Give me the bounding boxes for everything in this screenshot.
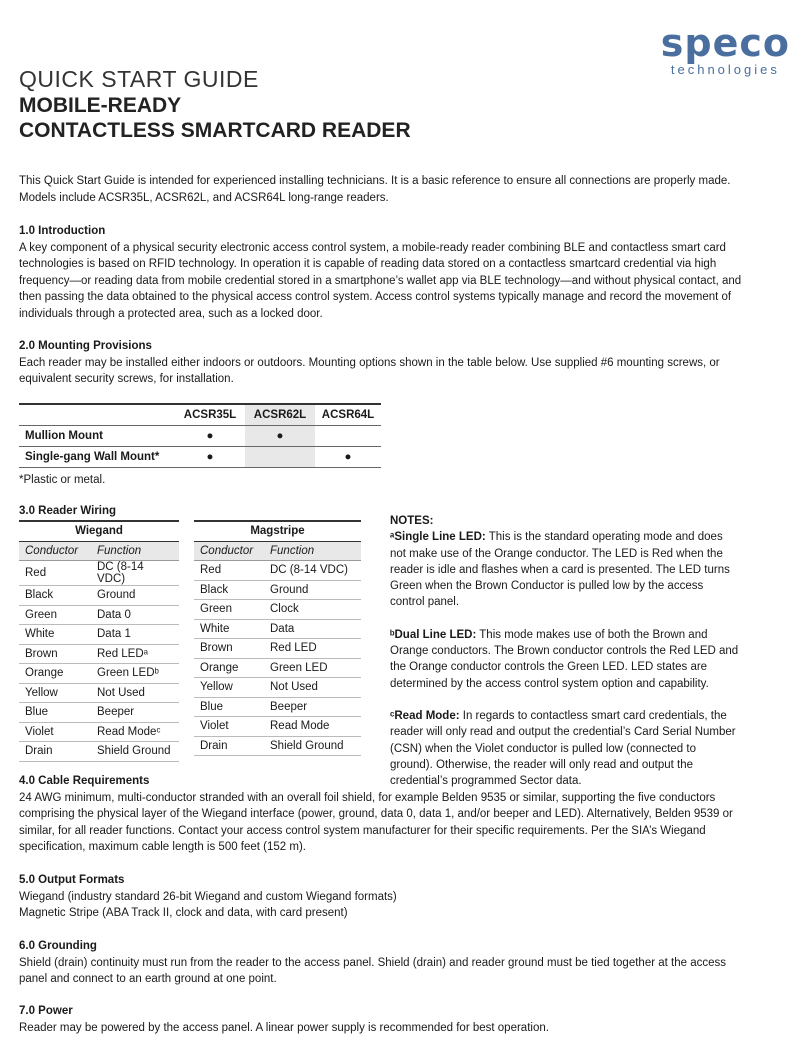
wiegand-table (19, 520, 179, 762)
section-output (19, 872, 749, 922)
magstripe-col-conductor: Conductor (194, 541, 264, 561)
output-heading: 5.0 Output Formats (19, 874, 125, 886)
mounting-row-label: Single-gang Wall Mount* (25, 451, 160, 463)
wiegand-row (19, 561, 179, 586)
magstripe-function-cell: Not Used (264, 678, 361, 698)
cable-heading: 4.0 Cable Requirements (19, 775, 150, 787)
mounting-col-acsr62l: ACSR62L (245, 404, 315, 426)
wiegand-title: Wiegand (19, 521, 179, 541)
note-a-body: This is the standard operating mode and does not make use of the Orange conductor. The LED is Red when the reader is idle and flashes when a card is presented. The LED turns Green when the Brown Conductor is pulled low by the access control panel. (390, 531, 730, 609)
wiegand-conductor-cell: Yellow (19, 683, 91, 703)
wiegand-conductor-cell: Black (19, 586, 91, 606)
wiegand-conductor-cell: Blue (19, 703, 91, 723)
section-grounding (19, 938, 749, 988)
title-line-3: CONTACTLESS SMARTCARD READER (19, 119, 411, 142)
mounting-body: Each reader may be installed either indoors or outdoors. Mounting options shown in the table below. Use supplied #6 mounting screws, or equivalent security screws, for installation. (19, 356, 720, 385)
mounting-cell: ● (206, 430, 214, 442)
note-b (390, 627, 740, 692)
magstripe-function-cell: Read Mode (264, 717, 361, 737)
magstripe-conductor-cell: Yellow (194, 678, 264, 698)
note-b-title: Dual Line LED: (394, 628, 477, 641)
magstripe-function-cell: Ground (264, 580, 361, 600)
wiegand-function-cell: Shield Ground (91, 742, 179, 762)
grounding-body: Shield (drain) continuity must run from the reader to the access panel. Shield (drain) and reader ground must be tied together at the access panel and connect to an earth ground at one point. (19, 956, 726, 985)
wiegand-function-cell: Beeper (91, 703, 179, 723)
wiegand-conductor-cell: White (19, 625, 91, 645)
magstripe-function-cell: Shield Ground (264, 736, 361, 756)
magstripe-conductor-cell: Drain (194, 736, 264, 756)
note-c-body: In regards to contactless smart card credentials, the reader will only read and output the credential’s Card Serial Number (CSN) when the Violet conductor is pulled low (connected to ground). Otherwise, the reader will only read and output the credential’s programmed Sector data. (390, 709, 736, 788)
magstripe-title: Magstripe (194, 521, 361, 541)
mounting-cell (315, 426, 381, 447)
magstripe-function-cell: DC (8-14 VDC) (264, 561, 361, 581)
mounting-col-acsr35l: ACSR35L (183, 409, 237, 421)
note-c-mark: ᶜ (390, 709, 395, 722)
wiegand-function-cell: Red LEDᵃ (91, 644, 179, 664)
mounting-col-acsr64l: ACSR64L (321, 409, 375, 421)
mounting-table (19, 403, 381, 468)
magstripe-conductor-cell: Violet (194, 717, 264, 737)
wiegand-function-cell: Ground (91, 586, 179, 606)
magstripe-row (194, 717, 361, 737)
mounting-footnote: *Plastic or metal. (19, 474, 106, 486)
wiegand-row (19, 664, 179, 684)
note-a-mark: ᵃ (390, 531, 395, 544)
wiegand-conductor-cell: Orange (19, 664, 91, 684)
wiegand-conductor-cell: Green (19, 605, 91, 625)
logo-wordmark: speco (660, 21, 790, 65)
note-a-title: Single Line LED: (394, 531, 486, 544)
magstripe-col-function: Function (264, 541, 361, 561)
logo-tagline: technologies (670, 62, 780, 77)
magstripe-function-cell: Beeper (264, 697, 361, 717)
wiegand-function-cell: Not Used (91, 683, 179, 703)
magstripe-row (194, 580, 361, 600)
wiring-heading: 3.0 Reader Wiring (19, 505, 117, 517)
note-a (390, 529, 740, 610)
magstripe-row (194, 639, 361, 659)
wiegand-function-cell: Data 0 (91, 605, 179, 625)
section-cable (19, 773, 749, 856)
magstripe-function-cell: Clock (264, 600, 361, 620)
magstripe-conductor-cell: Red (194, 561, 264, 581)
mounting-cell: ● (344, 451, 352, 463)
output-line-1: Wiegand (industry standard 26-bit Wiegand and custom Wiegand formats) (19, 890, 397, 903)
wiegand-col-function: Function (91, 541, 179, 561)
title-line-2: MOBILE-READY (19, 94, 182, 117)
magstripe-row (194, 736, 361, 756)
output-line-2: Magnetic Stripe (ABA Track II, clock and data, with card present) (19, 907, 348, 919)
magstripe-conductor-cell: Black (194, 580, 264, 600)
wiegand-row (19, 586, 179, 606)
power-body: Reader may be powered by the access panel. A linear power supply is recommended for best operation. (19, 1021, 549, 1034)
magstripe-conductor-cell: White (194, 619, 264, 639)
wiegand-conductor-cell: Violet (19, 722, 91, 742)
magstripe-conductor-cell: Blue (194, 697, 264, 717)
title-line-1: QUICK START GUIDE (19, 66, 259, 92)
magstripe-function-cell: Red LED (264, 639, 361, 659)
introduction-heading: 1.0 Introduction (19, 225, 106, 237)
power-heading: 7.0 Power (19, 1005, 73, 1017)
magstripe-conductor-cell: Brown (194, 639, 264, 659)
magstripe-function-cell: Green LED (264, 658, 361, 678)
wiegand-function-cell: Data 1 (91, 625, 179, 645)
magstripe-row (194, 678, 361, 698)
mounting-cell: ● (206, 451, 214, 463)
intro-line-1: This Quick Start Guide is intended for experienced installing technicians. It is a basic reference to ensure all connections are properly made. (19, 175, 731, 187)
section-power (19, 1003, 749, 1036)
note-b-body: This mode makes use of both the Brown and Orange conductors. The Brown conductor controls the Red LED and the Orange conductor controls the Green LED. LED states are determined by the access control system option and capability. (390, 628, 739, 690)
wiegand-function-cell: Green LEDᵇ (91, 664, 179, 684)
intro-line-2: Models include ACSR35L, ACSR62L, and ACSR64L long-range readers. (19, 191, 389, 204)
wiegand-row (19, 625, 179, 645)
wiegand-row (19, 683, 179, 703)
grounding-heading: 6.0 Grounding (19, 940, 97, 952)
cable-body: 24 AWG minimum, multi-conductor stranded with an overall foil shield, for example Belden 9535 or similar, supporting the five conductors comprising the physical layer of the Wiegand interface (power, ground, data 0, data 1, and/or beeper and LED). Alternatively, Belden 9539 or similar, for all reader functions. Contact your access control system manufacturer for their specific requirements. Per the SIA’s Wiegand specification, maximum cable length is 500 feet (152 m). (19, 791, 733, 853)
mounting-heading: 2.0 Mounting Provisions (19, 340, 152, 352)
wiegand-conductor-cell: Drain (19, 742, 91, 762)
wiegand-row (19, 722, 179, 742)
wiegand-row (19, 703, 179, 723)
mounting-cell (245, 447, 315, 468)
mounting-row (19, 447, 381, 468)
wiegand-row (19, 742, 179, 762)
introduction-body: A key component of a physical security electronic access control system, a mobile-ready reader combining BLE and contactless smart card technologies is based on RFID technology. In operation it is capable of reading data stored on a contactless smartcard credential via high frequency—or reading data from mobile credential stored in a smartphone’s wallet app via BLE technology—and without physical contact, and then passing the data obtained to the physical access control system. Access control systems typically manage and record the movement of individuals through a protected area, such as a locked door. (19, 241, 742, 320)
magstripe-row (194, 658, 361, 678)
wiegand-conductor-cell: Red (19, 561, 91, 586)
magstripe-row (194, 561, 361, 581)
wiegand-row (19, 605, 179, 625)
mounting-row (19, 426, 381, 447)
mounting-row-label: Mullion Mount (25, 430, 103, 442)
wiegand-function-cell: Read Modeᶜ (91, 722, 179, 742)
section-mounting (19, 338, 749, 388)
note-b-mark: ᵇ (390, 628, 395, 641)
magstripe-conductor-cell: Green (194, 600, 264, 620)
document-title (19, 66, 411, 143)
notes-heading: NOTES: (390, 515, 434, 527)
intro-paragraph (19, 173, 749, 206)
magstripe-row (194, 600, 361, 620)
mounting-cell: ● (245, 426, 315, 447)
speco-logo (660, 21, 790, 77)
magstripe-table (194, 520, 361, 756)
wiegand-conductor-cell: Brown (19, 644, 91, 664)
magstripe-row (194, 697, 361, 717)
wiegand-col-conductor: Conductor (19, 541, 91, 561)
mounting-col-blank (19, 404, 175, 426)
section-introduction (19, 223, 749, 322)
wiegand-function-cell: DC (8-14 VDC) (91, 561, 179, 586)
magstripe-function-cell: Data (264, 619, 361, 639)
magstripe-row (194, 619, 361, 639)
note-c-title: Read Mode: (394, 709, 460, 722)
wiegand-row (19, 644, 179, 664)
wiring-notes (390, 513, 740, 805)
magstripe-conductor-cell: Orange (194, 658, 264, 678)
